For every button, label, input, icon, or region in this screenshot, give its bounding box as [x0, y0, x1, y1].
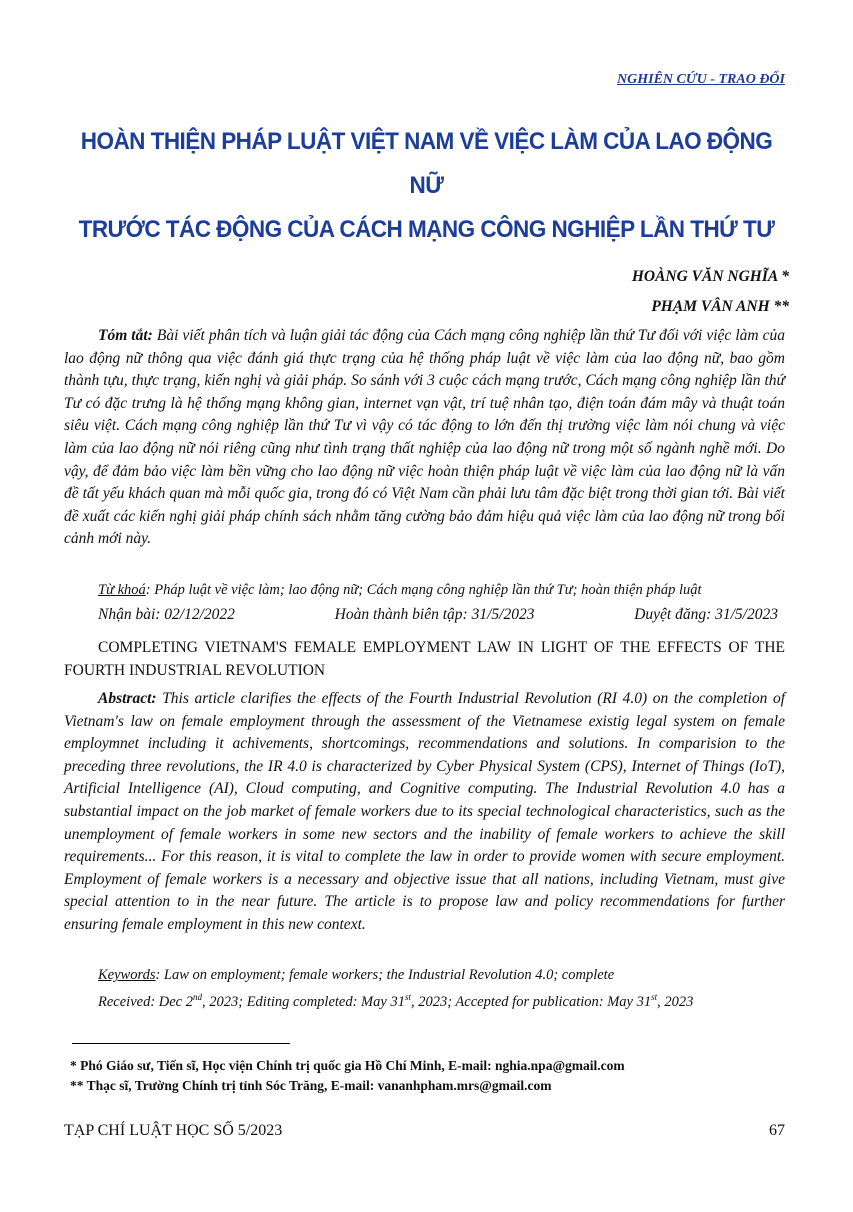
title-line-2: TRƯỚC TÁC ĐỘNG CỦA CÁCH MẠNG CÔNG NGHIỆP LẦN THỨ TƯ	[78, 216, 775, 243]
dates-vietnamese	[98, 606, 778, 624]
abstract-vi-label: Tóm tắt:	[98, 327, 153, 344]
title-line-1: HOÀN THIỆN PHÁP LUẬT VIỆT NAM VỀ VIỆC LÀM CỦA LAO ĐỘNG NỮ	[80, 128, 773, 199]
abstract-en-label: Abstract:	[98, 690, 157, 707]
english-title: COMPLETING VIETNAM'S FEMALE EMPLOYMENT LAW IN LIGHT OF THE EFFECTS OF THE FOURTH INDUSTRIAL REVOLUTION	[64, 639, 785, 679]
keywords-en-label: Keywords	[98, 967, 156, 983]
received-date-vi: Nhận bài: 02/12/2022	[98, 606, 235, 623]
footnote-2: ** Thạc sĩ, Trường Chính trị tỉnh Sóc Trăng, E-mail: vananhpham.mrs@gmail.com	[70, 1078, 552, 1093]
edited-en-text: , 2023; Editing completed: May 31	[202, 993, 405, 1010]
page-number: 67	[769, 1122, 785, 1139]
dates-english	[98, 992, 693, 1011]
edited-date-vi: Hoàn thành biên tập: 31/5/2023	[334, 606, 535, 623]
journal-footer: TẠP CHÍ LUẬT HỌC SỐ 5/2023	[64, 1122, 283, 1139]
abstract-vi-text: Bài viết phân tích và luận giải tác động của Cách mạng công nghiệp lần thứ Tư đối với việc làm của lao động nữ thông qua việc đánh giá thực trạng của hệ thống pháp luật về việc làm của lao động nữ, bao gồm thành tựu, thực trạng, kiến nghị và giải pháp. So sánh với 3 cuộc cách mạng trước, Cách mạng công nghiệp lần thứ Tư có đặc trưng là hệ thống mạng không gian, internet vạn vật, trí tuệ nhân tạo, điện toán đám mây và thuật toán siêu việt. Cách mạng công nghiệp lần thứ Tư vì vậy có tác động to lớn đến thị trường việc làm nói chung và việc làm của lao động nữ nói riêng cũng như tình trạng thất nghiệp của lao động nữ trong một số ngành nghề mới. Do vậy, để đảm bảo việc làm bền vững cho lao động nữ việc hoàn thiện pháp luật về việc làm của lao động nữ là vấn đề tất yếu khách quan mà mỗi quốc gia, trong đó có Việt Nam cần phải lưu tâm đặc biệt trong thời gian tới. Bài viết đề xuất các kiến nghị giải pháp chính sách nhằm tăng cường bảo đảm hiệu quả việc làm của lao động nữ trong bối cảnh mới này.	[64, 327, 785, 548]
author-2: PHẠM VÂN ANH **	[651, 298, 789, 315]
received-en-prefix: Received: Dec 2	[98, 993, 193, 1010]
keywords-vi-label: Từ khoá	[98, 582, 146, 598]
keywords-english	[98, 965, 788, 985]
keywords-en-text: : Law on employment; female workers; the Industrial Revolution 4.0; complete	[155, 967, 615, 983]
author-1: HOÀNG VĂN NGHĨA *	[631, 268, 789, 285]
footnote-divider	[72, 1043, 290, 1044]
abstract-english	[64, 688, 785, 937]
article-title	[71, 120, 782, 252]
authors	[632, 262, 789, 322]
received-en-sup: nd	[193, 992, 202, 1002]
abstract-en-text: This article clarifies the effects of the Fourth Industrial Revolution (RI 4.0) on the completion of Vietnam's law on female employment through the assessment of the Vietnamese existig legal system on female employmnet including it achivements, shortcomings, recommendations and solutions. In comparision to the preceding three revolutions, the IR 4.0 is characterized by Cyber Physical System (CPS), Internet of Things (IoT), Artificial Intelligence (AI), Cloud computing, and Cognitive computing. The Industrial Revolution 4.0 has a substantial impact on the job market of female workers due to its special technological characteristics, such as the unemployment of female workers in some new sectors and the inability of female workers to achieve the skill requirements... For this reason, it is vital to complete the law in order to provide women with secure employment. Employment of female workers is a necessary and objective issue that all nations, including Vietnam, must give special attention to in the near future. The article is to propose law and policy recommendations for further ensuring female employment in this new context.	[64, 690, 786, 933]
accepted-en-text: , 2023; Accepted for publication: May 31	[410, 993, 652, 1010]
footnotes	[70, 1056, 625, 1096]
section-label: NGHIÊN CỨU - TRAO ĐỔI	[617, 72, 785, 87]
accepted-date-vi: Duyệt đăng: 31/5/2023	[634, 606, 778, 623]
keywords-vi-text: : Pháp luật về việc làm; lao động nữ; Cách mạng công nghiệp lần thứ Tư; hoàn thiện pháp luật	[145, 582, 702, 598]
accepted-en-suffix: , 2023	[657, 993, 694, 1010]
abstract-vietnamese	[64, 325, 785, 551]
keywords-vietnamese	[98, 580, 788, 600]
footnote-1: * Phó Giáo sư, Tiến sĩ, Học viện Chính trị quốc gia Hồ Chí Minh, E-mail: nghia.npa@gmail.com	[70, 1058, 625, 1073]
accepted-en-sup: st	[651, 992, 658, 1002]
edited-en-sup: st	[404, 992, 411, 1002]
